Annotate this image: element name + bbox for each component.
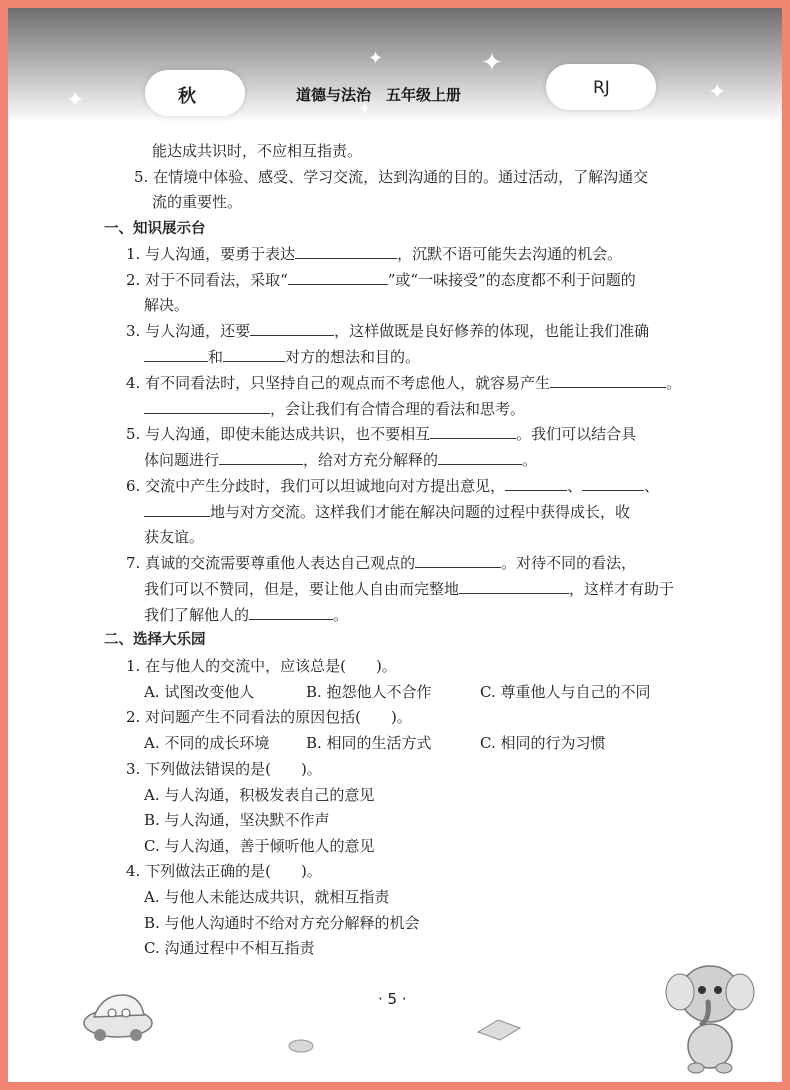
answer-blank[interactable] (438, 450, 522, 465)
section-heading-choice: 二、选择大乐园 (104, 632, 206, 648)
fill-question-1: 1. 与人沟通，要勇于表达 ，沉默不语可能失去沟通的机会。 (126, 245, 623, 263)
choice-question-4: 4. 下列做法正确的是( )。 (126, 862, 322, 880)
option-b: B. 抱怨他人不合作 (306, 683, 432, 701)
option-c: C. 相同的行为习惯 (480, 734, 606, 752)
option-b: B. 与他人沟通时不给对方充分解释的机会 (144, 914, 420, 932)
answer-blank[interactable] (250, 321, 334, 336)
answer-blank[interactable] (144, 347, 208, 362)
fill-question-4-cont: ，会让我们有合情合理的看法和思考。 (144, 399, 525, 419)
fill-question-5-cont: 体问题进行 ，给对方充分解释的 。 (144, 451, 538, 469)
fill-question-7-cont2: 我们了解他人的 。 (144, 606, 349, 624)
answer-blank[interactable] (550, 373, 666, 388)
sparkle-icon: ✦ (66, 88, 85, 113)
fill-question-3-cont: 和 对方的想法和目的。 (144, 347, 420, 367)
answer-blank[interactable] (459, 579, 569, 594)
answer-blank[interactable] (582, 476, 644, 491)
fill-question-5: 5. 与人沟通，即使未能达成共识，也不要相互 。我们可以结合具 (126, 425, 637, 443)
book-icon (474, 1012, 524, 1042)
cartoon-car-icon (78, 983, 158, 1043)
option-c: C. 尊重他人与自己的不同 (480, 683, 651, 701)
section-heading-knowledge: 一、知识展示台 (104, 221, 206, 237)
answer-blank[interactable] (295, 244, 397, 259)
season-label: 秋 (178, 86, 196, 107)
option-c: C. 沟通过程中不相互指责 (144, 939, 315, 957)
choice-question-3: 3. 下列做法错误的是( )。 (126, 760, 322, 778)
choice-question-2: 2. 对问题产生不同看法的原因包括( )。 (126, 708, 412, 726)
answer-blank[interactable] (223, 347, 285, 362)
option-a: A. 与人沟通，积极发表自己的意见 (144, 786, 375, 804)
fill-question-7: 7. 真诚的交流需要尊重他人表达自己观点的 。对待不同的看法， (126, 554, 637, 572)
intro-item5-cont: 流的重要性。 (152, 193, 243, 211)
option-c: C. 与人沟通，善于倾听他人的意见 (144, 837, 375, 855)
header-band (8, 8, 782, 123)
intro-line: 能达成共识时，不应相互指责。 (152, 142, 363, 160)
answer-blank[interactable] (219, 450, 303, 465)
option-a: A. 与他人未能达成共识，就相互指责 (144, 888, 390, 906)
fill-question-2: 2. 对于不同看法，采取“ ”或“一味接受”的态度都不利于问题的 (126, 271, 636, 289)
elephant-mascot-icon (662, 958, 758, 1078)
answer-blank[interactable] (249, 605, 333, 620)
edition-label: RJ (593, 78, 610, 98)
leaf-icon (286, 1036, 316, 1056)
fill-question-6-cont2: 获友谊。 (144, 528, 205, 546)
sparkle-icon: ✦ (708, 80, 727, 105)
fill-question-3: 3. 与人沟通，还要 ，这样做既是良好修养的体现，也能让我们准确 (126, 322, 650, 340)
choice-question-1: 1. 在与他人的交流中，应该总是( )。 (126, 657, 397, 675)
answer-blank[interactable] (415, 553, 501, 568)
sparkle-icon: ✦ (358, 99, 372, 118)
intro-item5: 5. 在情境中体验、感受、学习交流，达到沟通的目的。通过活动，了解沟通交 (134, 168, 649, 186)
sparkle-icon: ✦ (368, 48, 384, 69)
workbook-page (8, 8, 782, 1082)
option-b: B. 相同的生活方式 (306, 734, 432, 752)
option-b: B. 与人沟通，坚决默不作声 (144, 811, 330, 829)
fill-question-6: 6. 交流中产生分歧时，我们可以坦诚地向对方提出意见， 、 、 (126, 477, 660, 495)
answer-blank[interactable] (144, 399, 270, 414)
sparkle-icon: ✦ (481, 48, 503, 78)
fill-question-6-cont: 地与对方交流。这样我们才能在解决问题的过程中获得成长，收 (144, 502, 630, 522)
answer-blank[interactable] (430, 424, 516, 439)
answer-blank[interactable] (288, 270, 388, 285)
answer-blank[interactable] (144, 502, 210, 517)
option-a: A. 试图改变他人 (144, 683, 255, 701)
fill-question-2-cont: 解决。 (144, 296, 190, 314)
fill-question-4: 4. 有不同看法时，只坚持自己的观点而不考虑他人，就容易产生 。 (126, 374, 682, 392)
book-title: 道德与法治 五年级上册 (296, 86, 462, 104)
page-number: · 5 · (378, 990, 407, 1008)
answer-blank[interactable] (505, 476, 567, 491)
fill-question-7-cont: 我们可以不赞同，但是，要让他人自由而完整地 ，这样才有助于 (144, 580, 675, 598)
option-a: A. 不同的成长环境 (144, 734, 270, 752)
